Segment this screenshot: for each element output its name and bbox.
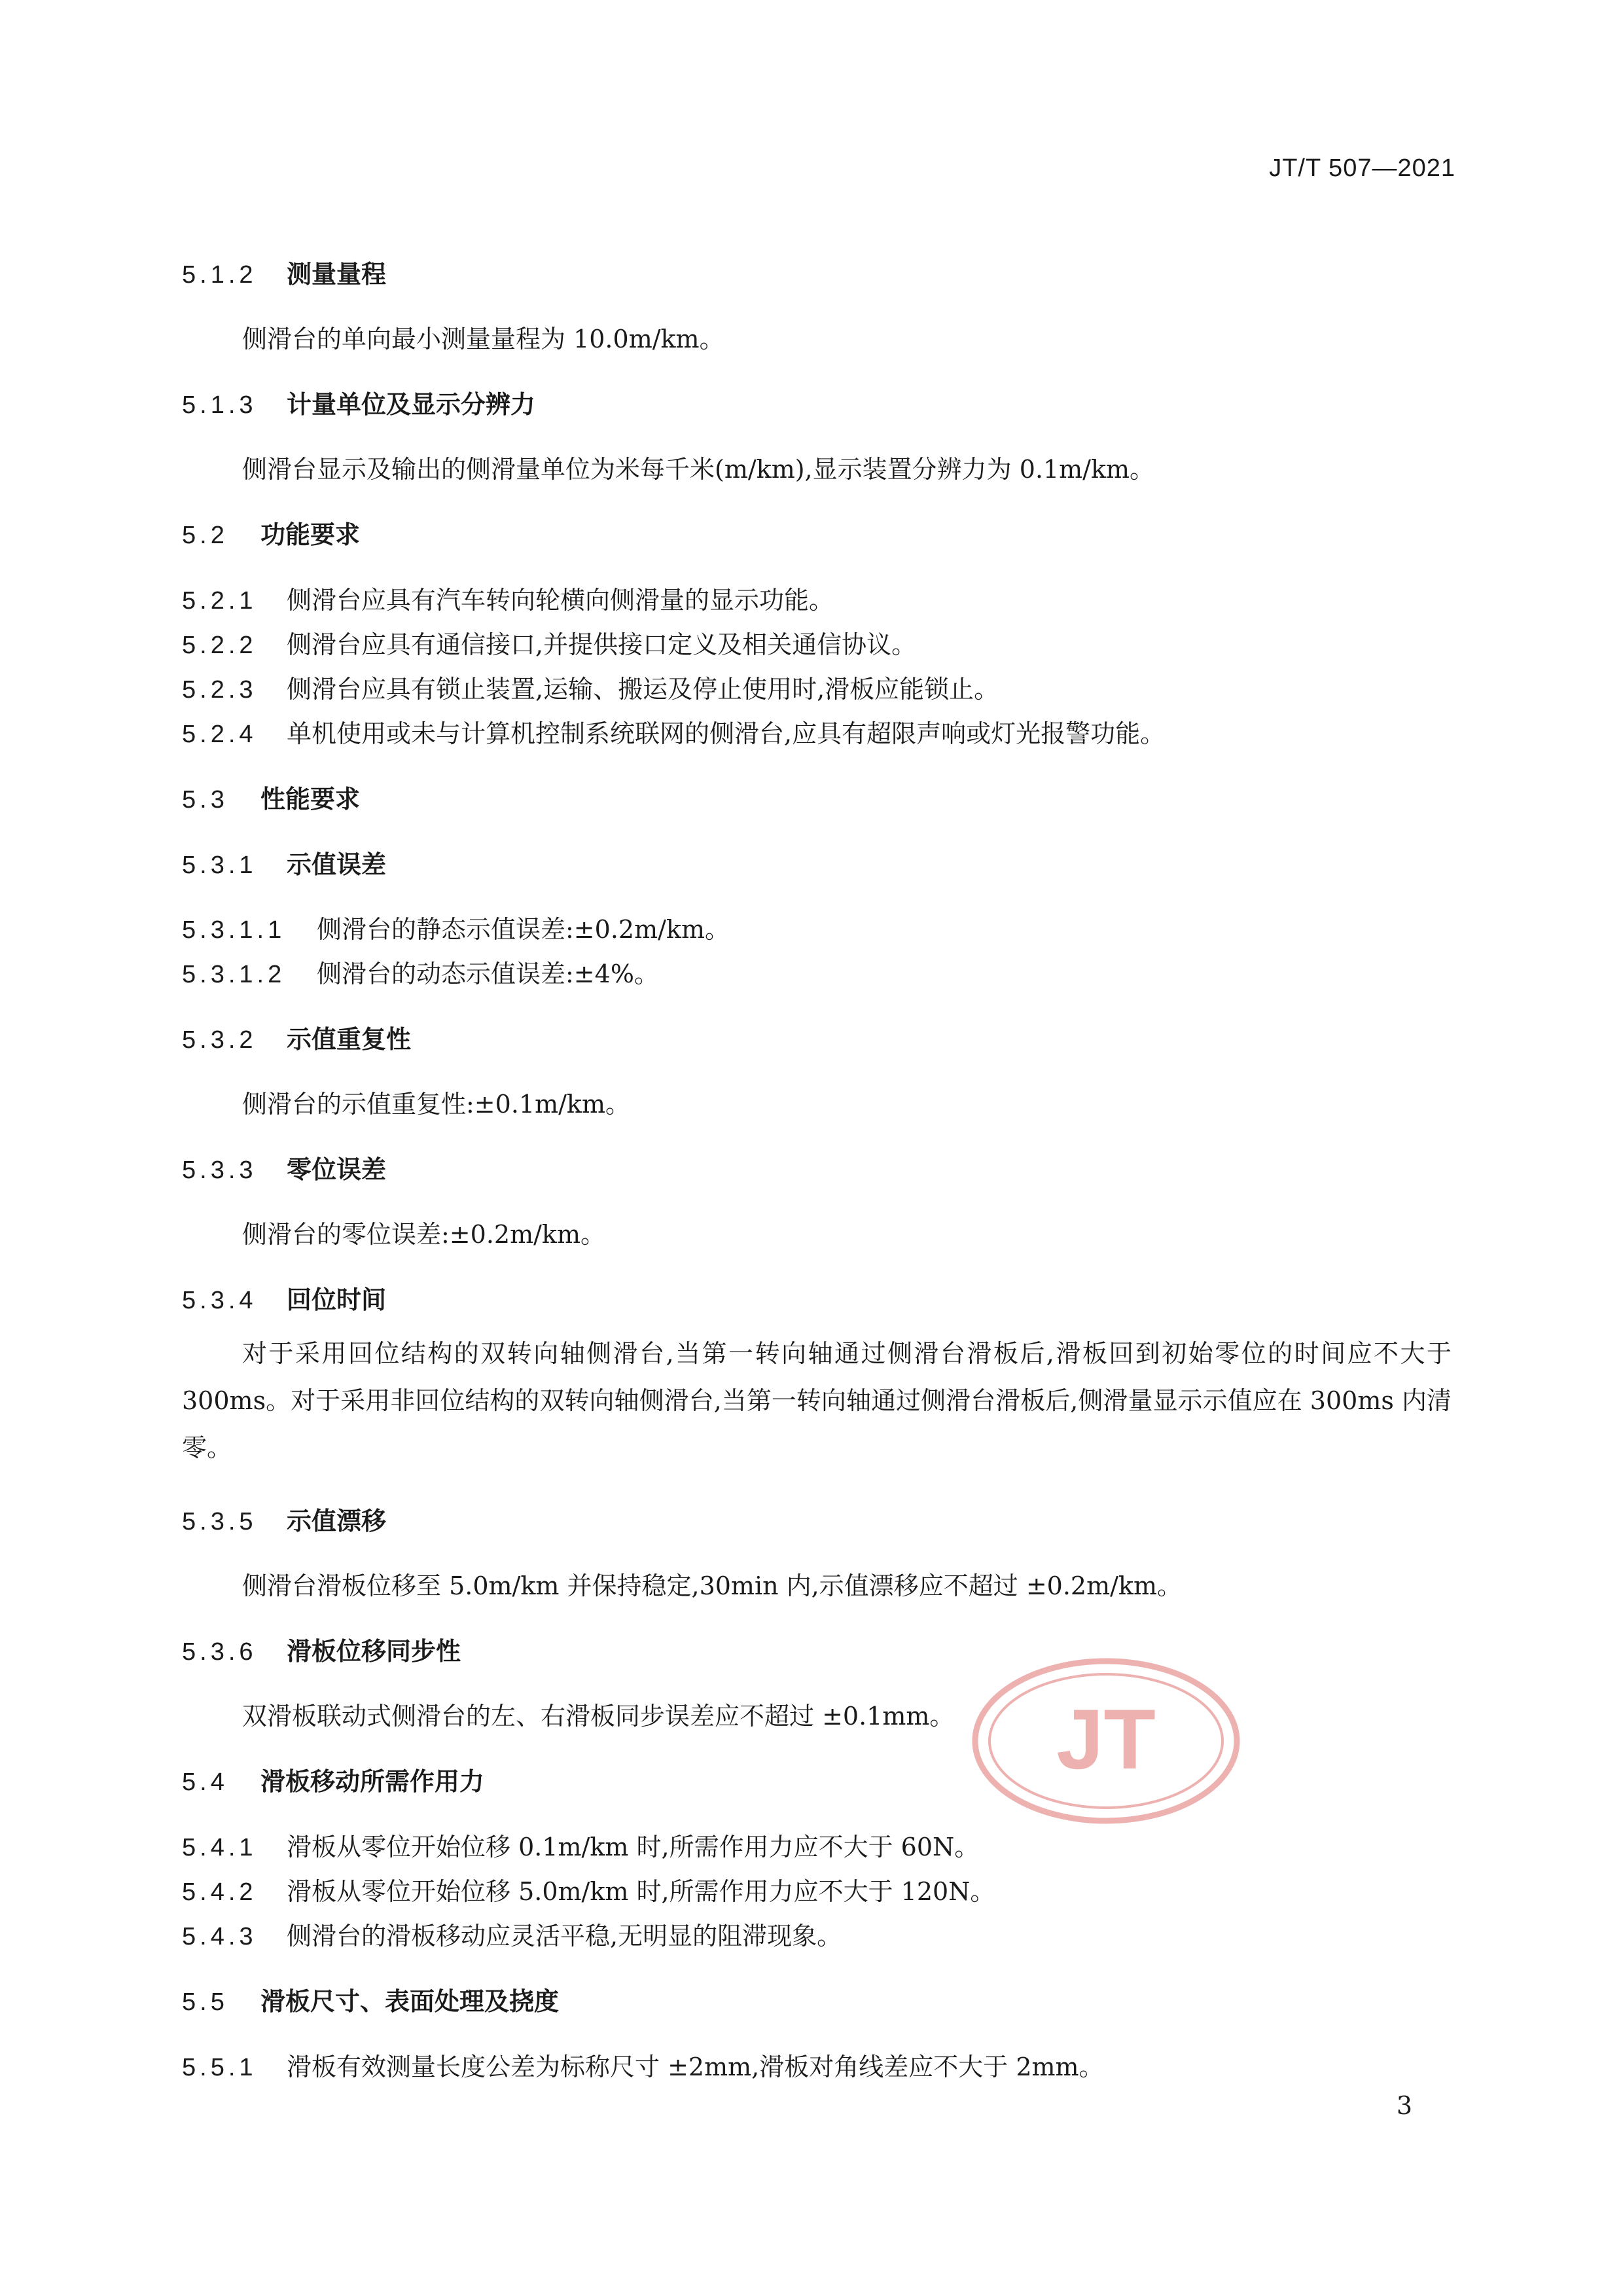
- clause-number: 5.2.2: [182, 632, 257, 659]
- stamp-text: JT: [1056, 1691, 1156, 1787]
- clause-text: 侧滑台应具有通信接口,并提供接口定义及相关通信协议。: [287, 630, 917, 659]
- heading-5-3-4: [182, 1280, 1452, 1316]
- clause-number: 5.3.1.1: [182, 916, 286, 944]
- section-number: 5.3.6: [182, 1638, 257, 1666]
- paragraph-5-3-3: 侧滑台的零位误差:±0.2m/km。: [242, 1220, 605, 1249]
- section-title: 滑板尺寸、表面处理及挠度: [260, 1987, 560, 2016]
- clause-5-3-1-1: [182, 909, 1452, 945]
- section-number: 5.1.3: [182, 391, 257, 419]
- heading-5-4: [182, 1761, 1452, 1797]
- page-number: 3: [1396, 2091, 1412, 2120]
- heading-5-2: [182, 514, 1452, 550]
- clause-text: 单机使用或未与计算机控制系统联网的侧滑台,应具有超限声响或灯光报警功能。: [287, 719, 1166, 748]
- section-number: 5.3.1: [182, 852, 257, 879]
- clause-text: 侧滑台的滑板移动应灵活平稳,无明显的阻滞现象。: [287, 1922, 842, 1950]
- clause-number: 5.4.3: [182, 1923, 257, 1950]
- clause-5-3-1-2: [182, 954, 1452, 990]
- heading-5-5: [182, 1981, 1452, 2017]
- clause-5-2-2: [182, 624, 1452, 660]
- section-number: 5.3.5: [182, 1508, 257, 1535]
- section-title: 示值重复性: [287, 1025, 412, 1054]
- heading-5-3-3: [182, 1149, 1452, 1185]
- paragraph-5-3-5: 侧滑台滑板位移至 5.0m/km 并保持稳定,30min 内,示值漂移应不超过 ±0.2m/km。: [242, 1571, 1182, 1600]
- clause-number: 5.4.2: [182, 1878, 257, 1906]
- section-number: 5.2: [182, 522, 228, 549]
- paragraph-5-1-2: 侧滑台的单向最小测量量程为 10.0m/km。: [242, 325, 724, 353]
- clause-5-2-3: [182, 669, 1452, 705]
- paragraph-5-3-4: 对于采用回位结构的双转向轴侧滑台,当第一转向轴通过侧滑台滑板后,滑板回到初始零位的时间应不大于 300ms。对于采用非回位结构的双转向轴侧滑台,当第一转向轴通过侧滑台滑板后,侧滑量显示示值应在 300ms 内清零。: [182, 1339, 1452, 1462]
- heading-5-1-2: [182, 254, 1452, 290]
- heading-5-3: [182, 779, 1452, 815]
- section-title: 功能要求: [260, 520, 361, 549]
- clause-5-5-1: [182, 2047, 1452, 2083]
- paragraph-5-1-3: 侧滑台显示及输出的侧滑量单位为米每千米(m/km),显示装置分辨力为 0.1m/km。: [242, 455, 1155, 484]
- clause-number: 5.5.1: [182, 2054, 257, 2081]
- heading-5-1-3: [182, 384, 1452, 420]
- clause-text: 侧滑台应具有锁止装置,运输、搬运及停止使用时,滑板应能锁止。: [287, 675, 999, 704]
- section-number: 5.3.2: [182, 1026, 257, 1054]
- clause-5-2-1: [182, 580, 1452, 616]
- clause-number: 5.2.4: [182, 721, 257, 748]
- section-title: 计量单位及显示分辨力: [287, 390, 536, 419]
- clause-5-4-1: [182, 1827, 1452, 1863]
- heading-5-3-5: [182, 1501, 1452, 1537]
- jt-watermark-stamp: [969, 1656, 1243, 1826]
- clause-5-2-4: [182, 713, 1452, 749]
- section-number: 5.4: [182, 1768, 228, 1796]
- clause-text: 滑板有效测量长度公差为标称尺寸 ±2mm,滑板对角线差应不大于 2mm。: [287, 2053, 1104, 2081]
- clause-number: 5.2.1: [182, 587, 257, 615]
- clause-text: 滑板从零位开始位移 0.1m/km 时,所需作用力应不大于 60N。: [287, 1833, 980, 1861]
- clause-number: 5.3.1.2: [182, 961, 286, 988]
- section-number: 5.1.2: [182, 261, 257, 289]
- clause-text: 滑板从零位开始位移 5.0m/km 时,所需作用力应不大于 120N。: [287, 1877, 995, 1906]
- clause-number: 5.4.1: [182, 1834, 257, 1861]
- section-title: 滑板移动所需作用力: [260, 1767, 485, 1796]
- heading-5-3-1: [182, 844, 1452, 880]
- clause-number: 5.2.3: [182, 676, 257, 704]
- paragraph-5-3-6: 双滑板联动式侧滑台的左、右滑板同步误差应不超过 ±0.1mm。: [242, 1702, 955, 1731]
- section-title: 零位误差: [287, 1155, 387, 1184]
- standard-code: JT/T 507—2021: [1269, 154, 1455, 182]
- section-title: 滑板位移同步性: [287, 1637, 461, 1666]
- section-number: 5.3: [182, 786, 228, 814]
- section-title: 示值误差: [287, 850, 387, 879]
- clause-5-4-2: [182, 1871, 1452, 1907]
- section-number: 5.3.3: [182, 1157, 257, 1184]
- clause-text: 侧滑台应具有汽车转向轮横向侧滑量的显示功能。: [287, 586, 834, 615]
- paragraph-5-3-2: 侧滑台的示值重复性:±0.1m/km。: [242, 1090, 630, 1119]
- section-number: 5.5: [182, 1988, 228, 2016]
- clause-text: 侧滑台的动态示值误差:±4%。: [317, 960, 659, 988]
- clause-text: 侧滑台的静态示值误差:±0.2m/km。: [317, 915, 730, 944]
- section-title: 测量量程: [287, 260, 387, 289]
- clause-5-4-3: [182, 1916, 1452, 1952]
- section-number: 5.3.4: [182, 1287, 257, 1314]
- heading-5-3-2: [182, 1019, 1452, 1055]
- section-title: 示值漂移: [287, 1507, 387, 1535]
- section-title: 性能要求: [260, 785, 361, 814]
- heading-5-3-6: [182, 1631, 1452, 1667]
- section-title: 回位时间: [287, 1285, 387, 1314]
